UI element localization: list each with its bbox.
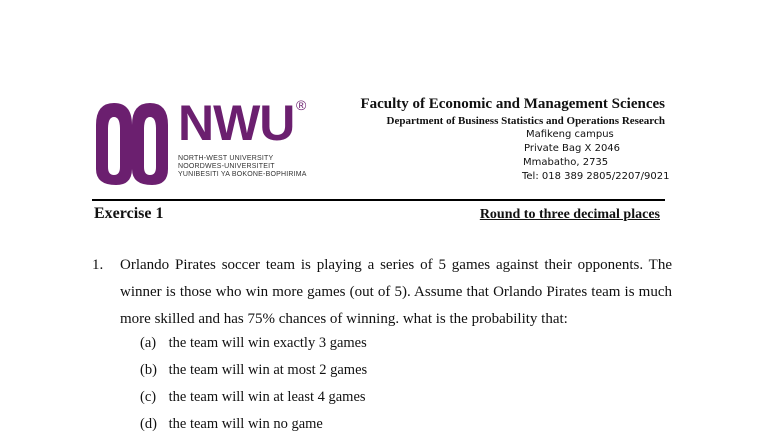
faculty-title: Faculty of Economic and Management Sciences (360, 96, 665, 112)
department-title: Department of Business Statistics and Operations Research (386, 115, 665, 127)
option-text: the team will win at least 4 games (168, 389, 366, 405)
nwu-emblem-icon (92, 95, 172, 187)
option-label: (a) (140, 335, 157, 351)
question-1 (92, 252, 672, 333)
address-line: Mmabatho, 2735 (523, 157, 609, 168)
exercise-title: Exercise 1 (94, 205, 164, 222)
logo-subtitle-line: NORTH-WEST UNIVERSITY (178, 155, 274, 162)
option-d (140, 411, 367, 438)
option-text: the team will win exactly 3 games (168, 335, 367, 351)
option-label: (b) (140, 362, 157, 378)
option-label: (c) (140, 389, 157, 405)
option-a (140, 330, 367, 357)
logo-subtitle-line: YUNIBESITI YA BOKONE-BOPHIRIMA (178, 171, 307, 178)
logo-wordmark: NWU (178, 95, 295, 151)
option-text: the team will win at most 2 games (168, 362, 368, 378)
question-options (140, 330, 367, 438)
registered-mark: ® (296, 97, 307, 113)
address-line: Tel: 018 389 2805/2207/9021 (522, 171, 670, 182)
question-text: Orlando Pirates soccer team is playing a series of 5 games against their opponents. The winner is those who win more games (out of 5). Assume that Orlando Pirates team is much more skilled and has 75% chances of winning. what is the probability that: (120, 257, 672, 327)
option-label: (d) (140, 416, 157, 432)
rounding-instruction: Round to three decimal places (479, 207, 660, 222)
header-divider (92, 199, 665, 201)
address-block (520, 128, 670, 184)
address-line: Private Bag X 2046 (524, 143, 621, 154)
option-text: the team will win no game (168, 416, 323, 432)
nwu-logo (92, 95, 312, 187)
question-number: 1. (92, 257, 104, 273)
option-b (140, 357, 367, 384)
logo-subtitle (178, 155, 307, 179)
option-c (140, 384, 367, 411)
address-line: Mafikeng campus (526, 129, 614, 140)
logo-subtitle-line: NOORDWES-UNIVERSITEIT (178, 163, 275, 170)
